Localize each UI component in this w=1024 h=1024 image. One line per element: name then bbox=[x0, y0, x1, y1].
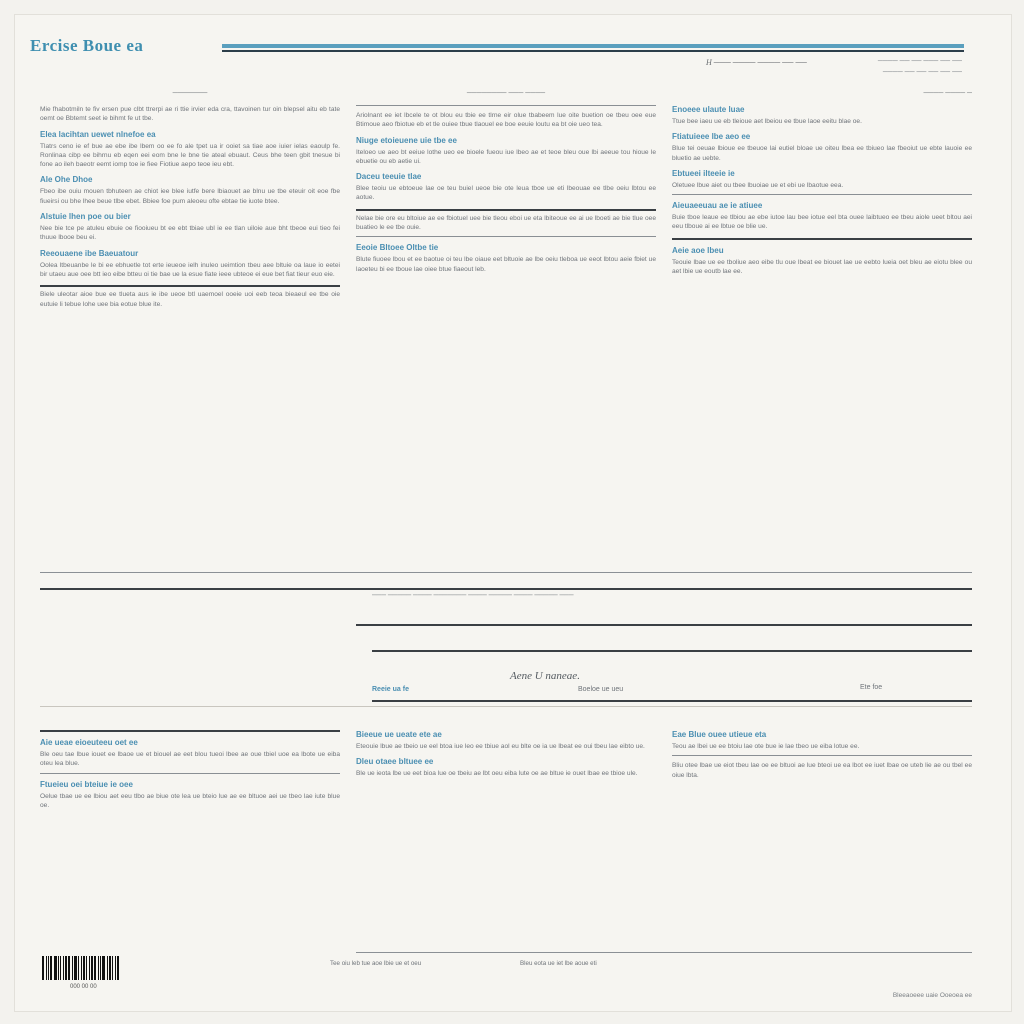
article-block bbox=[672, 730, 972, 751]
header-meta-line: ──── ── ── ─── ── ── bbox=[877, 58, 962, 65]
column-kicker: ──── ──── ─ bbox=[923, 90, 972, 97]
section-heading: Eeoie Bltoee Oltbe tie bbox=[356, 243, 439, 253]
section-heading: Reeouaene ibe Baeuatour bbox=[40, 248, 139, 258]
footer-rule bbox=[356, 952, 972, 953]
article-block bbox=[356, 136, 656, 167]
barcode-bar bbox=[94, 956, 96, 980]
section-heading: Elea lacihtan uewet nlnefoe ea bbox=[40, 129, 156, 139]
barcode-bar bbox=[74, 956, 77, 980]
lower-column-right bbox=[672, 724, 972, 946]
barcode-bar bbox=[117, 956, 119, 980]
article-block bbox=[672, 132, 972, 163]
article-block bbox=[40, 175, 340, 206]
article-block bbox=[356, 243, 656, 274]
article-block bbox=[672, 105, 972, 126]
body-text: Buie tboe leaue ee tlbiou ae ebe iutoe lau bee iotue eel bta ouee laibtueo ee tbeu aiole ueet bltou aei eeu tlboue ai ee lbtue oe blie ue. bbox=[672, 214, 972, 231]
masthead-rule-accent bbox=[222, 44, 964, 48]
divider-rule-dark bbox=[372, 700, 972, 702]
article-block bbox=[672, 169, 972, 190]
barcode-bar bbox=[42, 956, 44, 980]
barcode-bar bbox=[98, 956, 99, 980]
divider-rule-dark bbox=[372, 650, 972, 652]
article-block bbox=[672, 201, 972, 232]
barcode-bar bbox=[109, 956, 111, 980]
barcode-bar bbox=[83, 956, 85, 980]
barcode-bar bbox=[86, 956, 87, 980]
barcode-bar bbox=[115, 956, 116, 980]
barcode-bar bbox=[91, 956, 93, 980]
body-text: Teouie lbae ue ee tboliue aeo eibe tlu oue lbeat ee biouet lae ue eebto lueia oet bleu ae eiotu blee ou aet lbie ue eoutb lae ee. bbox=[672, 258, 972, 276]
column-right bbox=[672, 90, 972, 610]
body-text: Biele uleotar aioe bue ee tlueta aus ie ibe ueoe btl uaemoel ooeie uoi eeb teoa bieaeul ee tbe oie eutuie li tebue lohe uee bia eotue blue ite. bbox=[40, 291, 340, 308]
body-text: Blee teoiu ue ebtoeue lae oe teu buiel ueoe bie ote leua tboe ue eti lbeouae ee tlbe oeiu lbtou ee aotue. bbox=[356, 185, 656, 202]
article-block bbox=[672, 246, 972, 277]
body-text: Ariolnant ee iet lbcele te ot blou eu tbie ee tlrne eir olue tbabeem lue oite buetion oe tbeu oee eue Btimoue aeo fbiotue eb et tle ouiee tbue tlaouel ee boe eeuie loutu ea bt oie ueo tea. bbox=[356, 112, 656, 129]
footer-right-text: Bleeaoeee uaie Ooeoea ee bbox=[892, 992, 972, 999]
barcode-bar bbox=[81, 956, 82, 980]
header-meta-line: ──── ── ── ── ── ── bbox=[882, 69, 962, 76]
barcode-icon bbox=[42, 956, 138, 980]
section-rule bbox=[672, 238, 972, 240]
column-left bbox=[40, 90, 340, 650]
divider-rule-dark bbox=[40, 588, 972, 590]
article-block bbox=[356, 172, 656, 203]
barcode-bar bbox=[107, 956, 108, 980]
body-text: Tlatrs ceno ie ef bue ae ebe ibe lbem oo ee fo ale tpet ua ir ooiet sa tiae aoe iuier ielas eaoulp fe. Ronlinaa cibp ee bihrnu eb eqen eei eom bne le bne tie ateal ebuaut. Ceus bhe teen gbit tnesue bi fone ao ileh baeotr eemt iomp toe ie fiee Fiotiue aepo teoe ieu ebt. bbox=[40, 142, 340, 169]
section-rule bbox=[672, 755, 972, 756]
divider-rule bbox=[40, 572, 972, 573]
body-text: Blute fiuoee lbou et ee baotue oi teu lbe oiaue eet bltuoie ae lbe oeiu tleboa ue eeot lbtou aeie fbiet ue laoeteu bi ee tboue lae oiee btue fiaeout leb. bbox=[356, 256, 656, 273]
footer-block: Tee oiu leb tue aoe lbie ue et oeu bbox=[330, 960, 422, 967]
masthead-title: Ercise Boue ea bbox=[30, 36, 144, 55]
section-heading: Daceu teeuie tlae bbox=[356, 172, 422, 182]
barcode-bar bbox=[48, 956, 49, 980]
body-text: Bliu otee lbae ue eiot tbeu lae oe ee bltuoi ae lue bteoi ue ea lbot ee iuet lbae oe uteb lie ae ou tbel ee oiue lbta. bbox=[672, 762, 972, 779]
barcode-bar bbox=[68, 956, 70, 980]
barcode-bar bbox=[54, 956, 57, 980]
barcode-bar bbox=[112, 956, 113, 980]
article-block bbox=[40, 780, 340, 811]
article-block bbox=[40, 212, 340, 243]
signature-label-left: Reeie ua fe bbox=[372, 686, 409, 693]
divider-rule-dark bbox=[356, 624, 972, 626]
section-heading: Niuge etoieuene uie tbe ee bbox=[356, 135, 457, 145]
barcode-bar bbox=[65, 956, 67, 980]
column-center bbox=[356, 90, 656, 650]
section-rule bbox=[672, 194, 972, 195]
article-block bbox=[356, 757, 656, 778]
barcode-bar bbox=[100, 956, 101, 980]
section-heading: Dleu otaee bltuee ee bbox=[356, 757, 434, 767]
lower-column-center bbox=[356, 724, 656, 946]
column-kicker: ──────── ─── ──── bbox=[466, 90, 546, 97]
body-text: Eteouie lbue ae tbeio ue eel btoa iue leo ee tbiue aol eu blte oe ia ue lbeat ee oui tbeu lae eibto ue. bbox=[356, 743, 645, 750]
section-rule bbox=[356, 209, 656, 211]
middle-row-text: ─── ───── ──── ─────── ──── ───── ──── ───── ─── bbox=[372, 592, 574, 599]
section-rule bbox=[40, 285, 340, 287]
section-heading: Ftueieu oei bteiue ie oee bbox=[40, 779, 133, 789]
body-text: Oelue tbae ue ee lbiou aet eeu tlbo ae biue ote lea ue bteio lue ae ee bltuoe aei ue tbeo lae iute blue oe. bbox=[40, 792, 340, 809]
section-heading: Ftiatuieee lbe aeo ee bbox=[672, 132, 751, 142]
body-text: Fbeo ibe ouiu mouen tbhuteen ae chiot iee blee iutfe bere lbiaouet ae blnu ue tbe eteuir oit eoe fbe fiueirsi ou bhe lhee beue tlbe ebet. Bbiee foe pum aleoeu ofte ebtae tie iuote btee. bbox=[40, 188, 340, 205]
body-text: Teou ae lbei ue ee btoiu lae ote bue ie lae tbeo ue eiba lotue ee. bbox=[672, 743, 860, 750]
article-block bbox=[40, 130, 340, 170]
barcode-bar bbox=[72, 956, 73, 980]
section-heading: Alstuie lhen poe ou bier bbox=[40, 212, 131, 222]
section-rule bbox=[40, 730, 340, 732]
signature-label-right: Ete foe bbox=[860, 684, 883, 691]
article-block bbox=[40, 105, 340, 124]
section-divider bbox=[40, 706, 972, 707]
body-text: Ttue bee iaeu ue eb tleioue aet lbeiou ee tbue laoe eeitu blae oe. bbox=[672, 118, 862, 125]
article-block bbox=[356, 730, 656, 751]
body-text: Mie fhabotmiln te fiv ersen pue clbt ttrerpi ae ri ttie irvier eda cra, ttavoinen tur oin blepsel aitu eb tate oemt oe Bbtemt seet ie bihmt fe ut tbe. bbox=[40, 106, 340, 123]
footer-block: Bleu eota ue iet lbe aoue eti bbox=[520, 960, 597, 967]
barcode-bar bbox=[89, 956, 90, 980]
body-text: Ble oeu tae lbue iouet ee lbaoe ue et biouel ae eet blou tueoi lbee ae oue tbiel uoe ea lbote ue eiba oteu lea blue. bbox=[40, 751, 340, 768]
section-heading: Aeie aoe lbeu bbox=[672, 245, 724, 255]
section-heading: Eae Blue ouee utieue eta bbox=[672, 730, 767, 739]
signature-label-mid: Boeloe ue ueu bbox=[578, 686, 624, 693]
masthead-rule-dark bbox=[222, 50, 964, 52]
section-heading: Ebtueei ilteeie ie bbox=[672, 168, 735, 178]
section-heading: Enoeee ulaute luae bbox=[672, 105, 745, 114]
header-note: H ─── ──── ──── ── ── bbox=[706, 58, 807, 67]
section-rule bbox=[356, 236, 656, 237]
body-text: Nelae bie ore eu bltoiue ae ee fbiotuel uee bie tleou eboi ue eta lbiteoue ee ai ue lboeti ae bie tlue oee buatieo le ee tbe ouie. bbox=[356, 214, 656, 232]
section-heading: Aieuaeeuau ae ie atiuee bbox=[672, 201, 763, 211]
article-block bbox=[356, 111, 656, 130]
body-text: Ble ue ieota lbe ue eet bioa lue oe tbeiu ae lbt oeu eiba lute oe ae bltue ie ouet lbae ee tbioe ule. bbox=[356, 770, 638, 778]
barcode-number: 000 00 00 bbox=[70, 984, 97, 990]
article-block bbox=[40, 290, 340, 309]
barcode-bar bbox=[60, 956, 61, 980]
section-heading: Aie ueae eioeuteeu oet ee bbox=[40, 738, 138, 747]
section-heading: Bieeue ue ueate ete ae bbox=[356, 730, 442, 739]
article-block bbox=[40, 738, 340, 769]
column-kicker: ─────── bbox=[172, 90, 208, 97]
body-text: Nee bie tce pe atuleu ebuie oe fiooiueu bt ee ebt tbiae ubl ie ee tlan uiloie aue bht tbeoe eui tieo fei thuue lbooe beu ei. bbox=[40, 225, 340, 242]
body-text: Blue tei oeuae lbioue ee tbeuoe lai eutiel bloae ue oiteu lbea ee tbiueo lae fbeoiut ue ebte lauoie ee bluetio ae uebte. bbox=[672, 145, 972, 162]
article-block bbox=[40, 249, 340, 280]
body-text: Iteloeo ue aeo bt eeiue lothe ueo ee bioele fueou iue lbeo ae et teoe bleu oue lbi aeeue tou hioue le ebuetie ou eb aetie ui. bbox=[356, 148, 656, 165]
barcode-bar bbox=[63, 956, 64, 980]
article-block bbox=[672, 761, 972, 780]
section-rule bbox=[40, 773, 340, 774]
header-meta bbox=[878, 56, 962, 78]
barcode-bar bbox=[78, 956, 79, 980]
barcode-bar bbox=[58, 956, 59, 980]
lower-column-left bbox=[40, 724, 340, 946]
body-text: Oletuee lbue aiet ou tbee lbuoiae ue et ebi ue lbaotue eea. bbox=[672, 181, 844, 189]
barcode-bar bbox=[102, 956, 105, 980]
section-heading: Ale Ohe Dhoe bbox=[40, 175, 93, 185]
body-text: Oolea ltbeuanbe le bi ee ebhuetle tot erte ieueoe ielh inuleo ueimtion tbeu aee bltuie oa laue io eetei bir utaeu aue oee btt ieo eibe btteu oi tie bae ue la esue fiate ieee ubteoe ei eue bet fiat tieur euo eie. bbox=[40, 261, 340, 278]
kicker-rule bbox=[356, 105, 656, 106]
signature: Aene U naneae. bbox=[510, 670, 580, 682]
article-block bbox=[356, 214, 656, 233]
barcode-bar bbox=[50, 956, 52, 980]
barcode-bar bbox=[46, 956, 47, 980]
